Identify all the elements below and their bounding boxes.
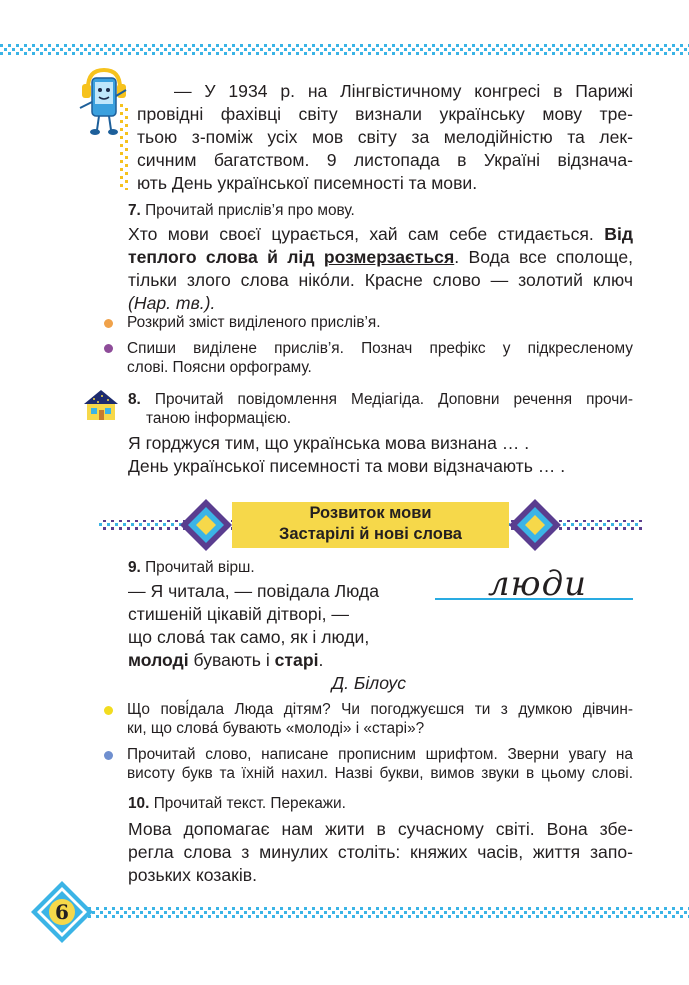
task9-bullet-2: Прочитай слово, написане прописним шрифтом. Зверни увагу на висоту букв та їхній нахил. Назві букви, вимов звуки в цьому слові. [127,746,633,782]
mediagid-house-icon [80,388,122,422]
section-heading [232,503,509,545]
sentence-line: День української писемності та мови відзначають … . [128,456,566,476]
task9-bullet-1: Що пові́дала Люда дітям? Чи погоджуєшся ти з думкою дівчин- ки, що слова́ бувають «молоді» і «старі»? [127,701,633,737]
task7-proverbs [128,223,633,315]
task9-poem [128,580,418,672]
task7-title [128,201,355,220]
task-title-text: Прочитай прислів’я про мову. [145,202,355,219]
blue-bullet-icon [104,751,113,760]
bottom-ornament-border [40,905,689,919]
task-number: 8. [128,391,141,408]
text-line: розьких козаків. [128,865,257,885]
poem-line: стишеній цікавій дітворі, — [128,604,349,624]
intro-line: — У 1934 р. на Лінгвістичному конгресі в Парижі [174,81,633,101]
orange-bullet-icon [104,319,113,328]
intro-line: тьою з-поміж усіх мов світу за мелодійністю та лек- [137,127,633,147]
purple-bullet-icon [104,344,113,353]
task-number: 10. [128,795,150,812]
task9-title: 9. Прочитай вірш. [128,559,255,576]
task7-bullet-2: Спиши виділене прислів’я. Познач префікс у підкресленому слові. Поясни орфограму. [127,340,633,376]
intro-paragraph [137,80,633,195]
task-number: 7. [128,202,141,219]
proverb-line: теплого слова й лід розмерзається. Вода все сполоще, [128,247,633,267]
proverb-source: (Нар. тв.). [128,293,216,313]
task7-bullet-1: Розкрий зміст виділеного прислів’я. [127,314,381,331]
intro-line: ють День української писемності та мови. [137,173,478,193]
proverb-line: Хто мови своєї цурається, хай сам себе стидається. Від [128,224,633,244]
task-number: 9. [128,559,141,576]
sentence-line: Я горджуся тим, що українська мова визнана … . [128,433,530,453]
page-number: 6 [55,900,69,924]
task10-text [128,818,633,887]
task8-title: 8. Прочитай повідомлення Медіагіда. Доповни речення прочи- таною інформацією. [128,391,633,427]
poem-line: — Я читала, — повідала Люда [128,581,379,601]
intro-line: провідні фахівці світу визнали українську мову тре- [137,104,633,124]
section-subtitle: Застарілі й нові слова [279,525,462,543]
poem-author: Д. Білоус [331,673,406,693]
text-line: регла слова з минулих століть: княжих часів, життя запо- [128,842,633,862]
section-title: Розвиток мови [309,504,432,522]
poem-line: що слова́ так само, як і люди, [128,627,370,647]
task8-sentences [128,432,633,478]
text-line: Мова допомагає нам жити в сучасному світі. Вона збе- [128,819,633,839]
intro-line: сичним багатством. 9 листопада в Україні відзнача- [137,150,633,170]
top-ornament-border [0,42,689,56]
task10-title: 10. Прочитай текст. Перекажи. [128,795,346,812]
yellow-bullet-icon [104,706,113,715]
proverb-line: тільки злого слова ніко́ли. Красне слово — золотий ключ [128,270,633,290]
vertical-ornament [118,104,132,190]
poem-line: молоді бувають і старі. [128,650,324,670]
cursive-word: люди [488,564,588,604]
